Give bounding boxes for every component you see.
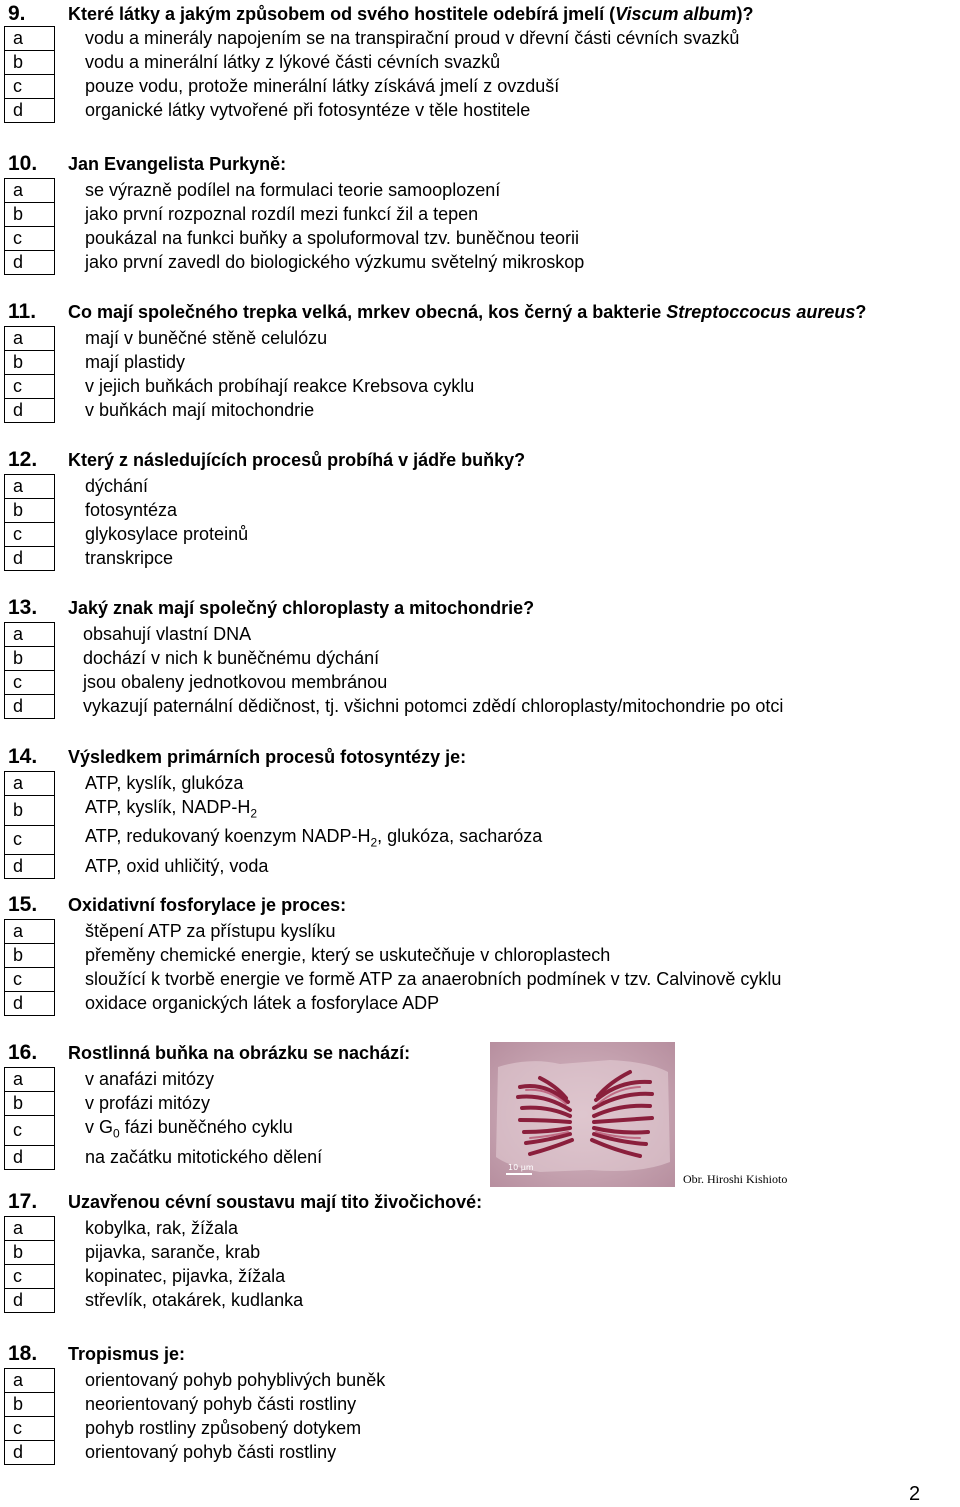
option-row bbox=[5, 1441, 386, 1465]
option-row bbox=[5, 51, 740, 75]
question-text: Rostlinná buňka na obrázku se nachází: bbox=[68, 1043, 411, 1063]
option-letter: b bbox=[5, 1092, 55, 1116]
option-letter: c bbox=[5, 227, 55, 251]
option-text: organické látky vytvořené při fotosyntéze v těle hostitele bbox=[85, 100, 531, 120]
options-table bbox=[4, 622, 784, 719]
option-text: kopinatec, pijavka, žížala bbox=[85, 1266, 286, 1286]
option-letter: b bbox=[5, 647, 55, 671]
question-text: Jan Evangelista Purkyně: bbox=[68, 154, 287, 174]
option-text: v anafázi mitózy bbox=[85, 1069, 215, 1089]
question-11 bbox=[4, 298, 956, 420]
option-row bbox=[5, 523, 249, 547]
option-text: se výrazně podílel na formulaci teorie samooplození bbox=[85, 180, 501, 200]
option-text: orientovaný pohyb pohyblivých buněk bbox=[85, 1370, 386, 1390]
option-letter: d bbox=[5, 99, 55, 123]
option-letter: a bbox=[5, 623, 55, 647]
option-letter: d bbox=[5, 399, 55, 423]
option-text: dochází v nich k buněčnému dýchání bbox=[83, 648, 380, 668]
option-row bbox=[5, 1145, 323, 1169]
option-letter: c bbox=[5, 1265, 55, 1289]
option-letter: a bbox=[5, 1369, 55, 1393]
option-row bbox=[5, 351, 475, 375]
option-letter: b bbox=[5, 203, 55, 227]
question-18 bbox=[4, 1340, 956, 1462]
option-row bbox=[5, 1265, 304, 1289]
option-text: v buňkách mají mitochondrie bbox=[85, 400, 315, 420]
option-letter: a bbox=[5, 920, 55, 944]
option-text: sloužící k tvorbě energie ve formě ATP za anaerobních podmínek v tzv. Calvinově cyklu bbox=[85, 969, 782, 989]
question-number: 13. bbox=[8, 596, 38, 619]
option-row bbox=[5, 1068, 323, 1092]
question-number: 10. bbox=[8, 152, 38, 175]
option-row bbox=[5, 920, 782, 944]
question-number: 15. bbox=[8, 893, 38, 916]
option-text: mají plastidy bbox=[85, 352, 186, 372]
question-16 bbox=[4, 1039, 956, 1167]
option-letter: c bbox=[5, 523, 55, 547]
option-text: dýchání bbox=[85, 476, 149, 496]
option-row bbox=[5, 375, 475, 399]
question-text: Tropismus je: bbox=[68, 1344, 186, 1364]
option-row bbox=[5, 1217, 304, 1241]
option-letter: c bbox=[5, 375, 55, 399]
option-letter: a bbox=[5, 1068, 55, 1092]
option-letter: d bbox=[5, 992, 55, 1016]
option-letter: d bbox=[5, 547, 55, 571]
option-text: ATP, redukovaný koenzym NADP-$H_2$, glukóza, sacharóza bbox=[85, 826, 543, 850]
question-number: 17. bbox=[8, 1190, 38, 1213]
option-row bbox=[5, 547, 249, 571]
option-letter: b bbox=[5, 1241, 55, 1265]
options-table bbox=[4, 26, 740, 123]
question-number: 11. bbox=[8, 300, 37, 323]
option-row bbox=[5, 992, 782, 1016]
option-row bbox=[5, 1393, 386, 1417]
option-text: mají v buněčné stěně celulózu bbox=[85, 328, 328, 348]
options-table bbox=[4, 326, 475, 423]
option-text: poukázal na funkci buňky a spoluformoval tzv. buněčnou teorii bbox=[85, 228, 579, 248]
option-row bbox=[5, 1369, 386, 1393]
option-text: pouze vodu, protože minerální látky získává jmelí z ovzduší bbox=[85, 76, 560, 96]
option-letter: b bbox=[5, 796, 55, 826]
question-14 bbox=[4, 743, 956, 877]
question-15 bbox=[4, 891, 956, 1013]
option-text: na začátku mitotického dělení bbox=[85, 1146, 323, 1167]
question-text: Oxidativní fosforylace je proces: bbox=[68, 895, 347, 915]
option-text: fotosyntéza bbox=[85, 500, 178, 520]
option-text: ATP, kyslík, glukóza bbox=[85, 773, 244, 793]
option-row bbox=[5, 99, 740, 123]
option-letter: a bbox=[5, 475, 55, 499]
option-text: transkripce bbox=[85, 548, 174, 568]
option-text: jako první zavedl do biologického výzkumu světelný mikroskop bbox=[85, 252, 585, 272]
option-text: v $G_0$ fázi buněčného cyklu bbox=[85, 1116, 293, 1141]
option-letter: b bbox=[5, 51, 55, 75]
option-row bbox=[5, 1116, 323, 1146]
option-letter: d bbox=[5, 1145, 55, 1169]
option-text: v jejich buňkách probíhají reakce Krebsova cyklu bbox=[85, 376, 475, 396]
option-text: ATP, oxid uhličitý, voda bbox=[85, 856, 269, 877]
option-letter: c bbox=[5, 1417, 55, 1441]
option-row bbox=[5, 825, 543, 855]
question-number: 16. bbox=[8, 1041, 38, 1064]
option-row bbox=[5, 227, 585, 251]
question-text: Výsledkem primárních procesů fotosyntézy je: bbox=[68, 747, 467, 767]
option-row bbox=[5, 695, 784, 719]
options-table bbox=[4, 1216, 304, 1313]
options-table bbox=[4, 474, 249, 571]
option-text: pohyb rostliny způsobený dotykem bbox=[85, 1418, 362, 1438]
mitosis-micrograph bbox=[490, 1042, 675, 1187]
question-17 bbox=[4, 1188, 956, 1310]
option-text: kobylka, rak, žížala bbox=[85, 1218, 239, 1238]
option-letter: c bbox=[5, 968, 55, 992]
question-number: 12. bbox=[8, 448, 38, 471]
option-letter: d bbox=[5, 695, 55, 719]
option-text: pijavka, saranče, krab bbox=[85, 1242, 261, 1262]
option-text: jsou obaleny jednotkovou membránou bbox=[83, 672, 388, 692]
question-10 bbox=[4, 150, 956, 272]
option-letter: a bbox=[5, 179, 55, 203]
options-table bbox=[4, 771, 543, 879]
option-letter: a bbox=[5, 1217, 55, 1241]
question-number: 9. bbox=[8, 2, 26, 25]
option-row bbox=[5, 475, 249, 499]
option-letter: b bbox=[5, 499, 55, 523]
option-text: orientovaný pohyb části rostliny bbox=[85, 1442, 337, 1462]
option-text: štěpení ATP za přístupu kyslíku bbox=[85, 921, 336, 941]
option-row bbox=[5, 671, 784, 695]
question-text: Uzavřenou cévní soustavu mají tito živočichové: bbox=[68, 1192, 483, 1212]
page-number: 2 bbox=[909, 1483, 921, 1505]
option-row bbox=[5, 251, 585, 275]
option-row bbox=[5, 399, 475, 423]
option-row bbox=[5, 1417, 386, 1441]
option-row bbox=[5, 623, 784, 647]
question-12 bbox=[4, 446, 956, 568]
question-13 bbox=[4, 594, 956, 716]
option-text: vodu a minerály napojením se na transpirační proud v dřevní části cévních svazků bbox=[85, 28, 740, 48]
option-text: přeměny chemické energie, který se uskutečňuje v chloroplastech bbox=[85, 945, 611, 965]
options-table bbox=[4, 178, 585, 275]
option-row bbox=[5, 179, 585, 203]
option-letter: d bbox=[5, 855, 55, 879]
option-row bbox=[5, 203, 585, 227]
option-row bbox=[5, 27, 740, 51]
option-letter: b bbox=[5, 944, 55, 968]
option-text: vykazují paternální dědičnost, tj. všichni potomci zdědí chloroplasty/mitochondrie po otci bbox=[83, 696, 784, 716]
option-letter: c bbox=[5, 1116, 55, 1146]
option-row bbox=[5, 968, 782, 992]
option-letter: c bbox=[5, 75, 55, 99]
option-row bbox=[5, 499, 249, 523]
option-row bbox=[5, 1241, 304, 1265]
option-letter: c bbox=[5, 825, 55, 855]
option-row bbox=[5, 647, 784, 671]
question-number: 14. bbox=[8, 745, 38, 768]
option-row bbox=[5, 327, 475, 351]
question-text: Který z následujících procesů probíhá v jádře buňky? bbox=[68, 450, 526, 470]
option-row bbox=[5, 772, 543, 796]
option-letter: a bbox=[5, 27, 55, 51]
option-letter: b bbox=[5, 1393, 55, 1417]
option-row bbox=[5, 944, 782, 968]
option-text: vodu a minerální látky z lýkové části cévních svazků bbox=[85, 52, 501, 72]
option-letter: a bbox=[5, 772, 55, 796]
question-9 bbox=[4, 0, 956, 120]
option-row bbox=[5, 1092, 323, 1116]
option-letter: d bbox=[5, 251, 55, 275]
option-text: oxidace organických látek a fosforylace ADP bbox=[85, 993, 440, 1013]
option-text: obsahují vlastní DNA bbox=[83, 624, 252, 644]
option-letter: a bbox=[5, 327, 55, 351]
scale-bar-label: 10 µm bbox=[508, 1163, 534, 1172]
question-text: Které látky a jakým způsobem od svého hostitele odebírá jmelí (Viscum album)? bbox=[68, 4, 754, 24]
figure-credit: Obr. Hiroshi Kishioto bbox=[683, 1172, 788, 1186]
option-text: neorientovaný pohyb části rostliny bbox=[85, 1394, 357, 1414]
question-text: Co mají společného trepka velká, mrkev obecná, kos černý a bakterie Streptoccocus aureus? bbox=[68, 302, 867, 322]
option-text: v profázi mitózy bbox=[85, 1093, 211, 1113]
options-table bbox=[4, 1067, 323, 1170]
option-text: střevlík, otakárek, kudlanka bbox=[85, 1290, 304, 1310]
option-letter: d bbox=[5, 1289, 55, 1313]
option-row bbox=[5, 1289, 304, 1313]
option-letter: b bbox=[5, 351, 55, 375]
options-table bbox=[4, 919, 782, 1016]
question-number: 18. bbox=[8, 1342, 38, 1365]
option-text: ATP, kyslík, NADP-$H_2$ bbox=[85, 796, 258, 821]
option-row bbox=[5, 796, 543, 826]
option-text: glykosylace proteinů bbox=[85, 524, 249, 544]
question-text: Jaký znak mají společný chloroplasty a mitochondrie? bbox=[68, 598, 535, 618]
option-letter: d bbox=[5, 1441, 55, 1465]
option-text: jako první rozpoznal rozdíl mezi funkcí žil a tepen bbox=[85, 204, 479, 224]
option-row bbox=[5, 75, 740, 99]
option-row bbox=[5, 855, 543, 879]
options-table bbox=[4, 1368, 386, 1465]
option-letter: c bbox=[5, 671, 55, 695]
